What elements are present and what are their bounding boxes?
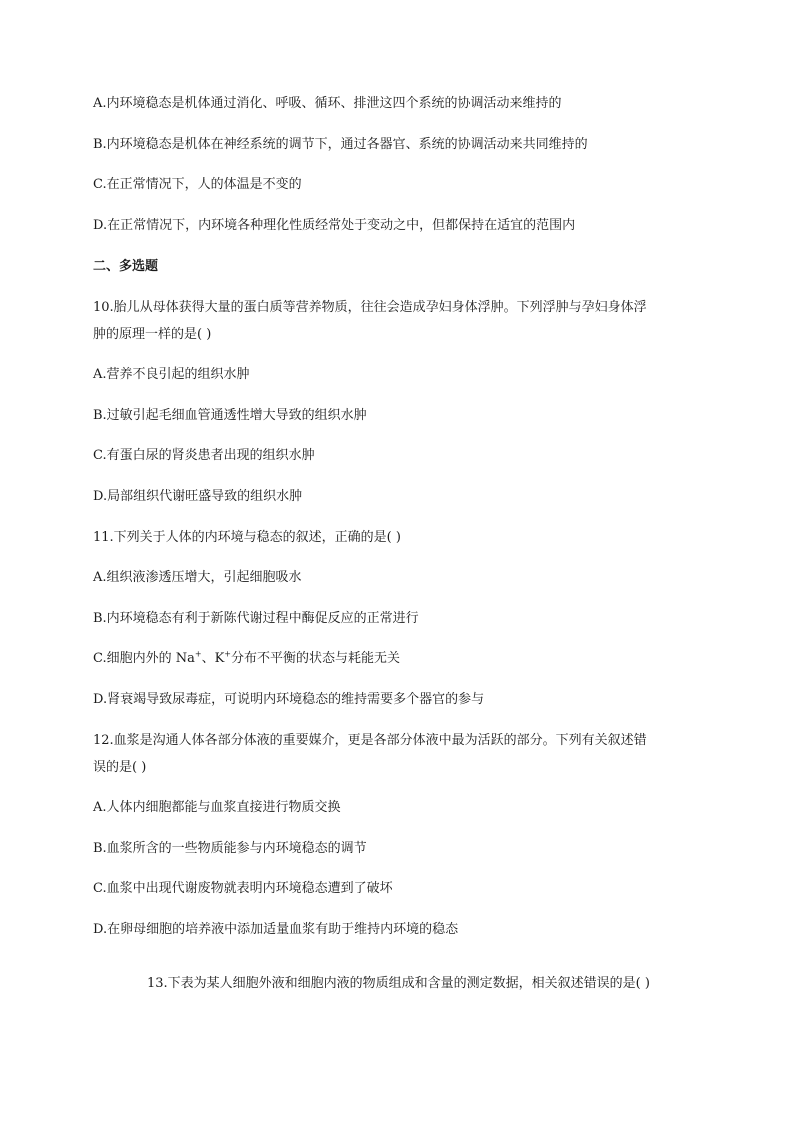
potassium-charge: + — [224, 649, 231, 659]
q12-stem-line2: 误的是( ) — [93, 760, 147, 775]
sodium-charge: + — [194, 649, 202, 659]
q11-option-b: B.内环境稳态有利于新陈代谢过程中酶促反应的正常进行 — [93, 611, 419, 626]
q10-option-a: A.营养不良引起的组织水肿 — [93, 367, 250, 382]
q12-option-b: B.血浆所含的一些物质能参与内环境稳态的调节 — [93, 841, 367, 856]
q9-option-a: A.内环境稳态是机体通过消化、呼吸、循环、排泄这四个系统的协调活动来维持的 — [93, 96, 562, 111]
q9-option-c: C.在正常情况下，人的体温是不变的 — [93, 177, 302, 192]
q11-option-c-middle: 、K — [201, 651, 225, 666]
q13-stem: 13.下表为某人细胞外液和细胞内液的物质组成和含量的测定数据，相关叙述错误的是( ) — [147, 976, 650, 991]
q12-option-d: D.在卵母细胞的培养液中添加适量血浆有助于维持内环境的稳态 — [93, 922, 459, 937]
q10-stem-line2: 肿的原理一样的是( ) — [93, 327, 212, 342]
q12-option-c: C.血浆中出现代谢废物就表明内环境稳态遭到了破坏 — [93, 881, 393, 896]
q11-option-a: A.组织液渗透压增大，引起细胞吸水 — [93, 570, 302, 585]
q12-option-a: A.人体内细胞都能与血浆直接进行物质交换 — [93, 800, 341, 815]
q11-option-c-suffix: 分布不平衡的状态与耗能无关 — [231, 651, 401, 666]
q11-option-c-prefix: C.细胞内外的 Na — [93, 651, 195, 666]
q11-option-d: D.肾衰竭导致尿毒症，可说明内环境稳态的维持需要多个器官的参与 — [93, 692, 485, 707]
q11-option-c — [93, 650, 400, 668]
section-heading: 二、多选题 — [93, 259, 159, 274]
q10-option-d: D.局部组织代谢旺盛导致的组织水肿 — [93, 489, 303, 504]
q9-option-d: D.在正常情况下，内环境各种理化性质经常处于变动之中，但都保持在适宜的范围内 — [93, 218, 576, 233]
q10-option-c: C.有蛋白尿的肾炎患者出现的组织水肿 — [93, 448, 315, 463]
q9-option-b: B.内环境稳态是机体在神经系统的调节下，通过各器官、系统的协调活动来共同维持的 — [93, 137, 588, 152]
q10-option-b: B.过敏引起毛细血管通透性增大导致的组织水肿 — [93, 408, 367, 423]
q11-stem: 11.下列关于人体的内环境与稳态的叙述，正确的是( ) — [93, 530, 401, 545]
q12-stem-line1: 12.血浆是沟通人体各部分体液的重要媒介，更是各部分体液中最为活跃的部分。下列有关叙述错 — [93, 733, 647, 748]
q10-stem-line1: 10.胎儿从母体获得大量的蛋白质等营养物质，往往会造成孕妇身体浮肿。下列浮肿与孕妇身体浮 — [93, 300, 647, 315]
